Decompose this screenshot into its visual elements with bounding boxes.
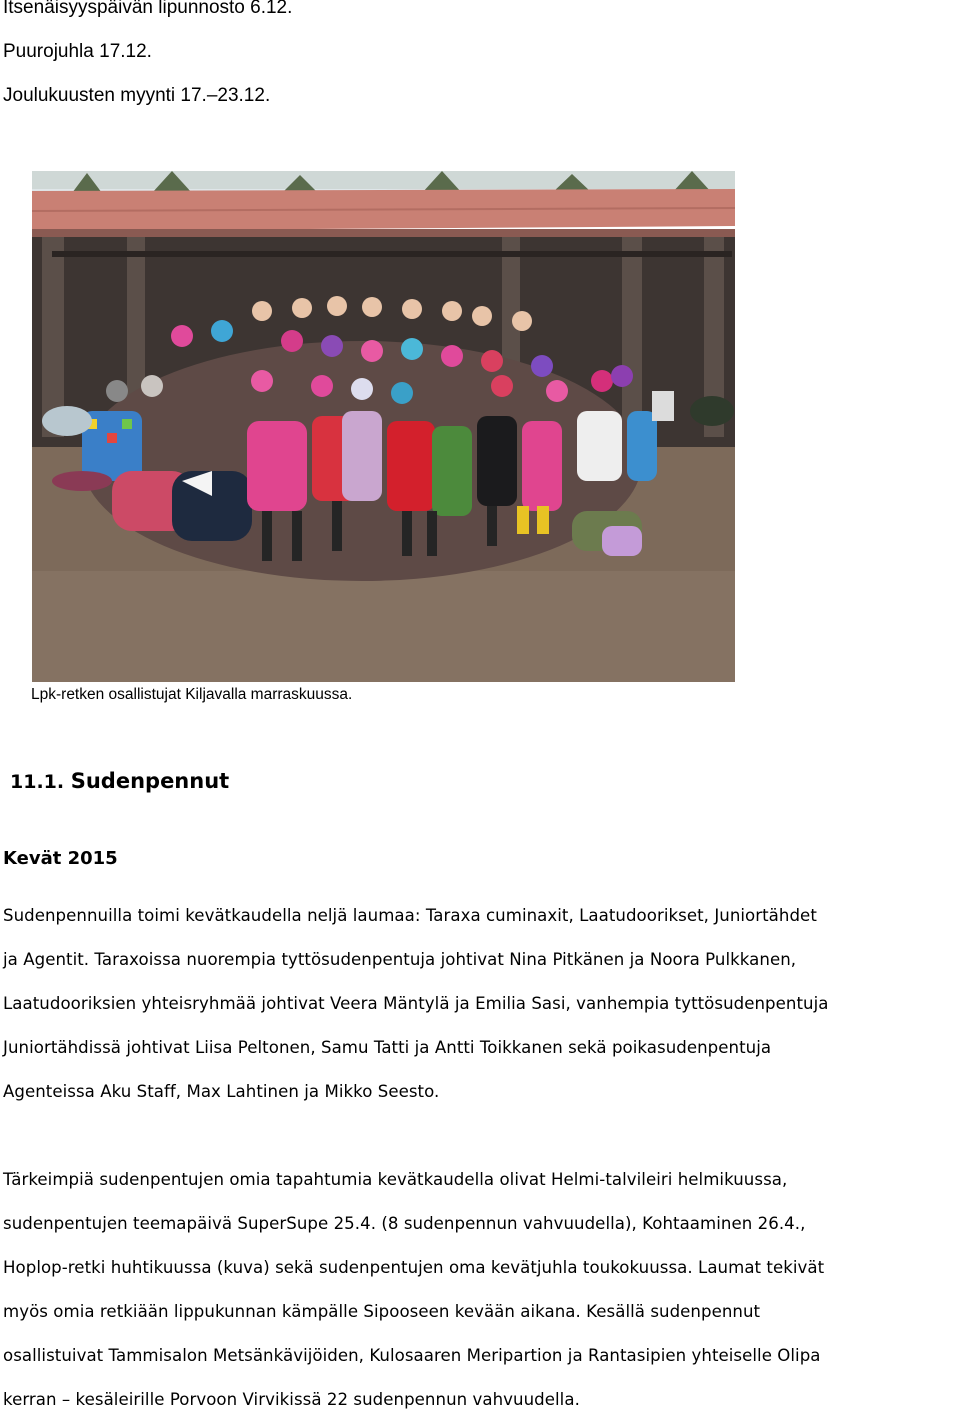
paragraph-1-line-4: Juniortähdissä johtivat Liisa Peltonen, Samu Tatti ja Antti Toikkanen sekä poikasudenpentuja: [3, 1038, 772, 1057]
subheading-spring-2015: Kevät 2015: [3, 848, 118, 869]
paragraph-2-line-4: myös omia retkiään lippukunnan kämpälle Sipooseen kevään aikana. Kesällä sudenpennut: [3, 1302, 761, 1321]
paragraph-1-line-1: Sudenpennuilla toimi kevätkaudella neljä laumaa: Taraxa cuminaxit, Laatudoorikset, Juniortähdet: [3, 906, 817, 925]
paragraph-2-line-6: kerran – kesäleirille Porvoon Virvikissä 22 sudenpennun vahvuudella.: [3, 1390, 580, 1409]
section-title: Sudenpennut: [70, 769, 230, 793]
photo-caption: Lpk-retken osallistujat Kiljavalla marraskuussa.: [31, 686, 353, 703]
section-number: 11.1.: [10, 771, 65, 793]
event-item-porridge-party: Puurojuhla 17.12.: [3, 41, 152, 62]
paragraph-2-line-1: Tärkeimpiä sudenpentujen omia tapahtumia kevätkaudella olivat Helmi-talvileiri helmikuussa,: [3, 1170, 788, 1189]
paragraph-1-line-3: Laatudooriksien yhteisryhmää johtivat Veera Mäntylä ja Emilia Sasi, vanhempia tyttösudenpentuja: [3, 994, 829, 1013]
event-item-independence-day: Itsenäisyyspäivän lipunnosto 6.12.: [3, 0, 293, 18]
paragraph-2-line-5: osallistuivat Tammisalon Metsänkävijöiden, Kulosaaren Meripartion ja Rantasipien yhteiselle Olipa: [3, 1346, 821, 1365]
paragraph-2-line-2: sudenpentujen teemapäivä SuperSupe 25.4. (8 sudenpennun vahvuudella), Kohtaaminen 26.4.,: [3, 1214, 806, 1233]
event-item-christmas-tree-sale: Joulukuusten myynti 17.–23.12.: [3, 85, 271, 106]
group-photo: [32, 171, 735, 682]
paragraph-1-line-5: Agenteissa Aku Staff, Max Lahtinen ja Mikko Seesto.: [3, 1082, 440, 1101]
paragraph-2-line-3: Hoplop-retki huhtikuussa (kuva) sekä sudenpentujen oma kevätjuhla toukokuussa. Laumat tekivät: [3, 1258, 825, 1277]
paragraph-1-line-2: ja Agentit. Taraxoissa nuorempia tyttösudenpentuja johtivat Nina Pitkänen ja Noora Pulkkanen,: [3, 950, 797, 969]
section-heading: [10, 769, 229, 793]
